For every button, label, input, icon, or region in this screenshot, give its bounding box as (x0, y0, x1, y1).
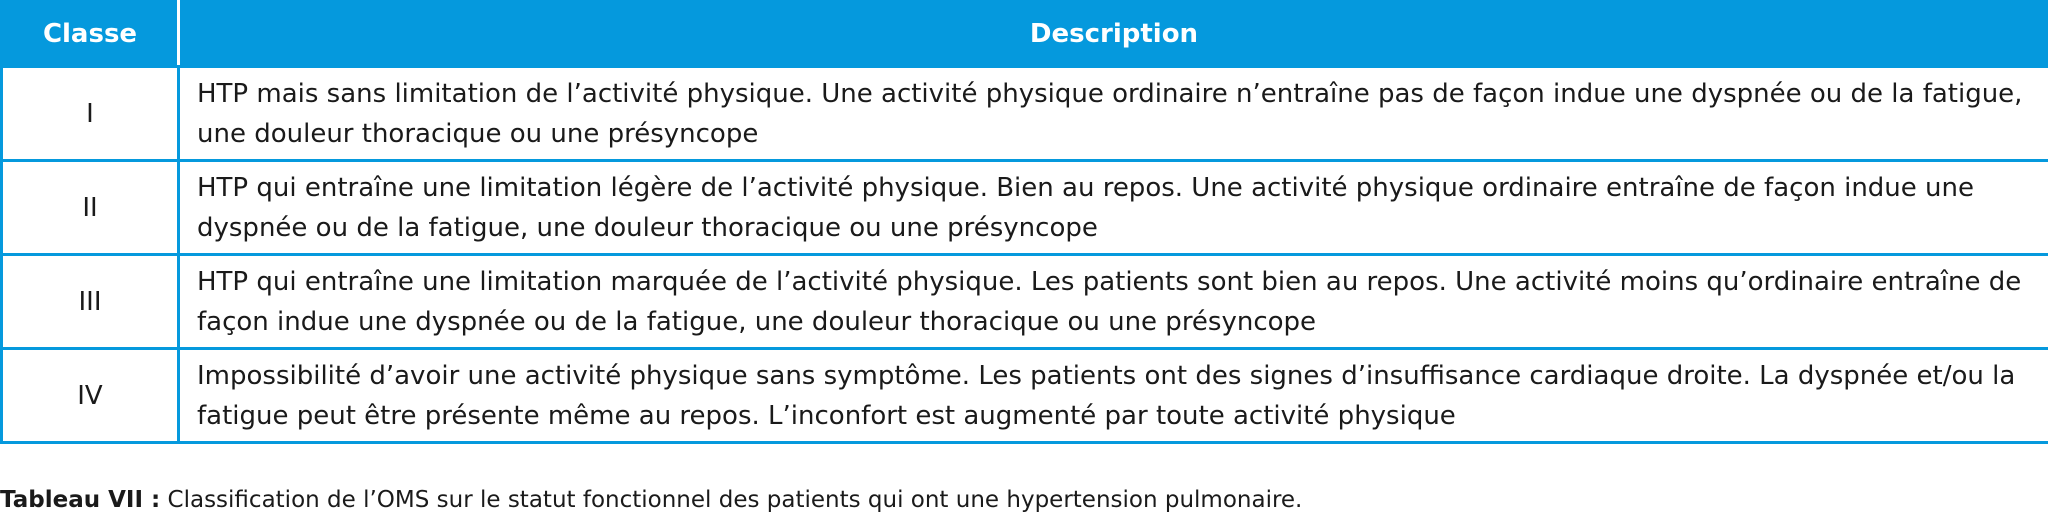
table-row (2, 255, 2048, 349)
description-cell: Impossibilité d’avoir une activité physique sans symptôme. Les patients ont des signes d’insuffisance cardiaque droite. La dyspnée et/ou la fatigue peut être présente même au repos. L’inconfort est augmenté par toute activité physique (179, 349, 2048, 443)
table-row (2, 161, 2048, 255)
table-header-row (2, 2, 2048, 67)
header-classe: Classe (2, 2, 179, 67)
description-cell: HTP qui entraîne une limitation légère de l’activité physique. Bien au repos. Une activité physique ordinaire entraîne de façon indue une dyspnée ou de la fatigue, une douleur thoracique ou une présyncope (179, 161, 2048, 255)
class-cell: IV (2, 349, 179, 443)
class-cell: II (2, 161, 179, 255)
class-cell: I (2, 67, 179, 161)
caption-label: Tableau VII : (0, 487, 161, 513)
table-row (2, 349, 2048, 443)
class-cell: III (2, 255, 179, 349)
caption-text: Classification de l’OMS sur le statut fonctionnel des patients qui ont une hypertension pulmonaire. (160, 487, 1303, 513)
table-caption (0, 486, 1302, 514)
description-cell: HTP mais sans limitation de l’activité physique. Une activité physique ordinaire n’entraîne pas de façon indue une dyspnée ou de la fatigue, une douleur thoracique ou une présyncope (179, 67, 2048, 161)
table-row (2, 67, 2048, 161)
header-description: Description (179, 2, 2048, 67)
description-cell: HTP qui entraîne une limitation marquée de l’activité physique. Les patients sont bien au repos. Une activité moins qu’ordinaire entraîne de façon indue une dyspnée ou de la fatigue, une douleur thoracique ou une présyncope (179, 255, 2048, 349)
